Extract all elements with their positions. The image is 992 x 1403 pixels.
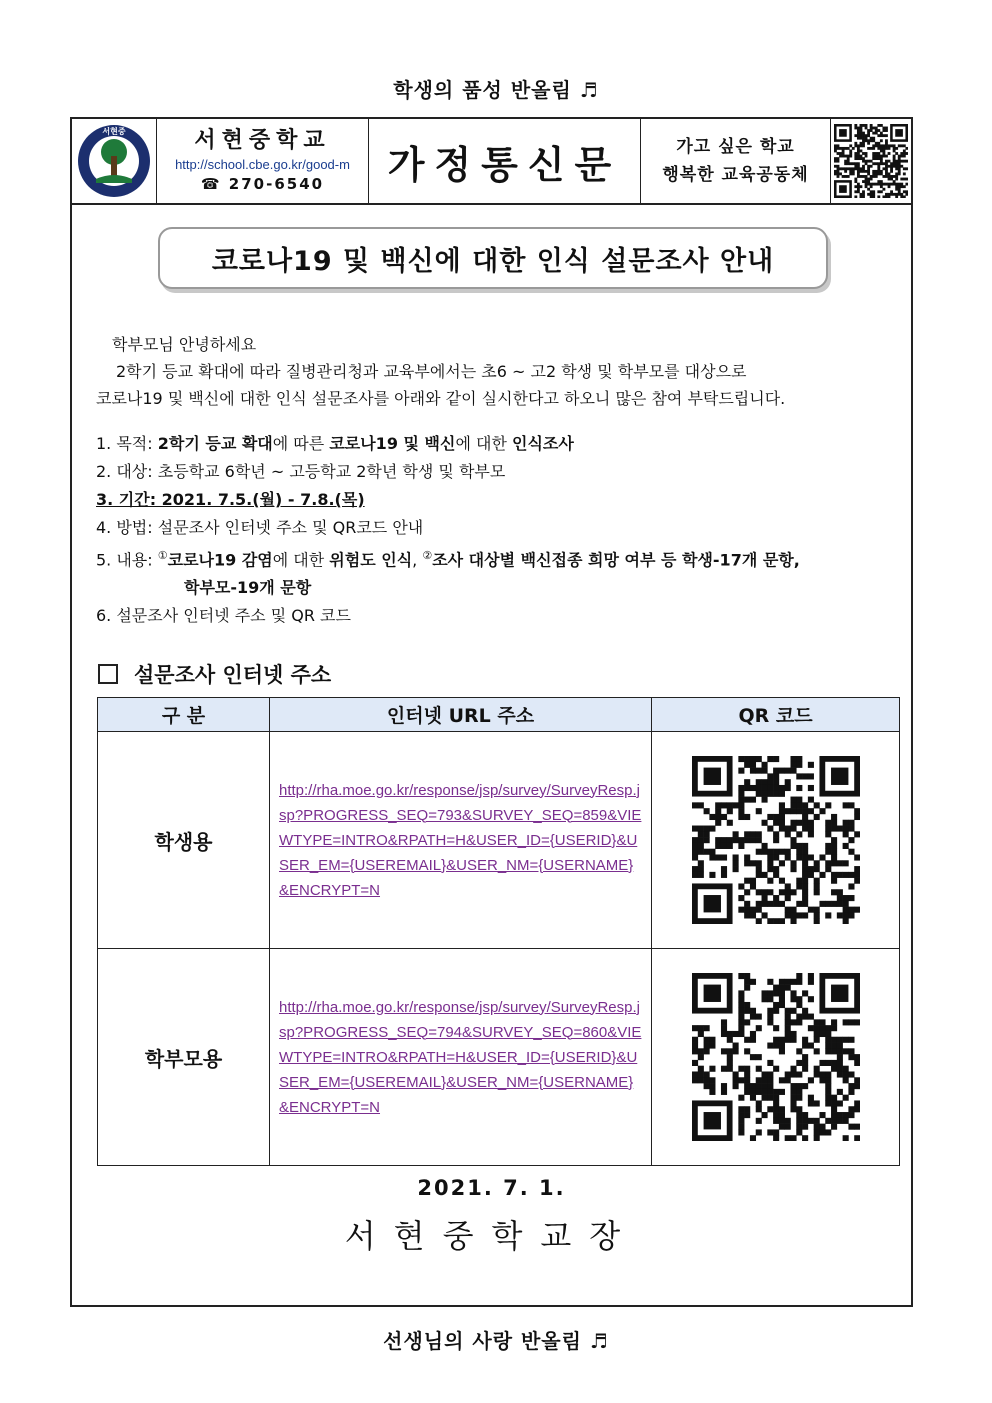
item-purpose-text-2: 에 대한 bbox=[455, 434, 513, 453]
school-logo-cell bbox=[72, 119, 157, 203]
survey-url-table bbox=[97, 697, 900, 1166]
greeting: 학부모님 안녕하세요 bbox=[112, 335, 257, 354]
header-url: 인터넷 URL 주소 bbox=[270, 698, 652, 732]
item-content-bold-2: 위험도 인식 bbox=[329, 550, 413, 570]
item-purpose bbox=[96, 430, 896, 458]
header-category: 구 분 bbox=[98, 698, 270, 732]
header-qr-cell bbox=[831, 119, 911, 203]
row-label-student: 학생용 bbox=[98, 732, 270, 949]
intro-line-2: 코로나19 및 백신에 대한 인식 설문조사를 아래와 같이 실시한다고 하오니 많은 참여 부탁드립니다. bbox=[96, 389, 786, 408]
section-heading bbox=[98, 659, 331, 689]
notice-title: 코로나19 및 백신에 대한 인식 설문조사 안내 bbox=[158, 227, 828, 289]
bottom-motto: 선생님의 사랑 반올림 ♬ bbox=[383, 1329, 609, 1353]
item-purpose-bold-1: 2학기 등교 확대 bbox=[157, 434, 273, 453]
notice-body bbox=[96, 331, 896, 630]
item-content-mark-2: ② bbox=[422, 549, 433, 562]
item-content-mark-1: ① bbox=[157, 549, 168, 562]
parent-survey-link[interactable]: http://rha.moe.go.kr/response/jsp/survey/SurveyResp.jsp?PROGRESS_SEQ=794&SURVEY_SEQ=860&VIEWTYPE=INTRO&RPATH=H&USER_ID={USERID}&USER_EM={USEREMAIL}&USER_NM={USERNAME}&ENCRYPT=N bbox=[279, 998, 642, 1116]
item-target: 2. 대상: 초등학교 6학년 ~ 고등학교 2학년 학생 및 학부모 bbox=[96, 462, 506, 481]
document-title: 가정통신문 bbox=[369, 119, 641, 203]
item-purpose-bold-2: 코로나19 및 백신 bbox=[329, 434, 456, 453]
issue-date: 2021. 7. 1. bbox=[417, 1176, 566, 1200]
intro-line-1: 2학기 등교 확대에 따라 질병관리청과 교육부에서는 초6 ~ 고2 학생 및 학부모를 대상으로 bbox=[116, 362, 747, 381]
table-row-parent bbox=[98, 949, 900, 1166]
student-qr-code-icon[interactable] bbox=[652, 756, 899, 924]
item-period: 3. 기간: 2021. 7.5.(월) - 7.8.(목) bbox=[96, 490, 365, 509]
school-info bbox=[157, 119, 369, 203]
school-url: http://school.cbe.go.kr/good-m bbox=[175, 157, 350, 172]
header-qr: QR 코드 bbox=[652, 698, 900, 732]
item-purpose-prefix: 1. 목적: bbox=[96, 434, 158, 453]
item-content-text-2: , bbox=[412, 550, 423, 570]
item-content-text-1: 에 대한 bbox=[272, 550, 330, 570]
item-purpose-text-1: 에 따른 bbox=[272, 434, 330, 453]
item-content-bold-1: 코로나19 감염 bbox=[167, 550, 273, 570]
school-emblem-icon bbox=[76, 123, 152, 199]
top-motto: 학생의 품성 반올림 ♬ bbox=[393, 78, 599, 102]
row-url-cell-parent bbox=[270, 949, 652, 1166]
header-qr-code-icon[interactable] bbox=[834, 124, 908, 198]
school-phone: ☎ 270-6540 bbox=[200, 175, 325, 193]
row-label-parent: 학부모용 bbox=[98, 949, 270, 1166]
item-content-bold-3: 조사 대상별 백신접종 희망 여부 등 학생-17개 문항, bbox=[432, 550, 800, 570]
slogan-line-1: 가고 싶은 학교 bbox=[676, 137, 795, 157]
school-name: 서현중학교 bbox=[194, 127, 331, 153]
table-row-student bbox=[98, 732, 900, 949]
row-url-cell-student bbox=[270, 732, 652, 949]
item-content-continued: 학부모-19개 문항 bbox=[184, 578, 312, 598]
letterhead bbox=[72, 119, 911, 205]
item-content-prefix: 5. 내용: bbox=[96, 550, 158, 570]
parent-qr-code-icon[interactable] bbox=[652, 973, 899, 1141]
row-qr-cell-parent bbox=[652, 949, 900, 1166]
item-content bbox=[96, 542, 896, 574]
principal-signature: 서현중학교장 bbox=[344, 1217, 639, 1255]
table-header-row bbox=[98, 698, 900, 732]
slogan-line-2: 행복한 교육공동체 bbox=[662, 165, 809, 185]
student-survey-link[interactable]: http://rha.moe.go.kr/response/jsp/survey/SurveyResp.jsp?PROGRESS_SEQ=793&SURVEY_SEQ=859&VIEWTYPE=INTRO&RPATH=H&USER_ID={USERID}&USER_EM={USEREMAIL}&USER_NM={USERNAME}&ENCRYPT=N bbox=[279, 781, 642, 899]
checkbox-icon bbox=[98, 664, 118, 684]
item-url-qr: 6. 설문조사 인터넷 주소 및 QR 코드 bbox=[96, 606, 351, 626]
section-heading-text: 설문조사 인터넷 주소 bbox=[134, 663, 332, 687]
emblem-text: 서현중 bbox=[102, 127, 126, 136]
school-slogan bbox=[641, 119, 831, 203]
newsletter-frame bbox=[70, 117, 913, 1307]
row-qr-cell-student bbox=[652, 732, 900, 949]
item-purpose-bold-3: 인식조사 bbox=[512, 434, 574, 453]
item-method: 4. 방법: 설문조사 인터넷 주소 및 QR코드 안내 bbox=[96, 518, 424, 537]
detail-list bbox=[96, 430, 896, 630]
